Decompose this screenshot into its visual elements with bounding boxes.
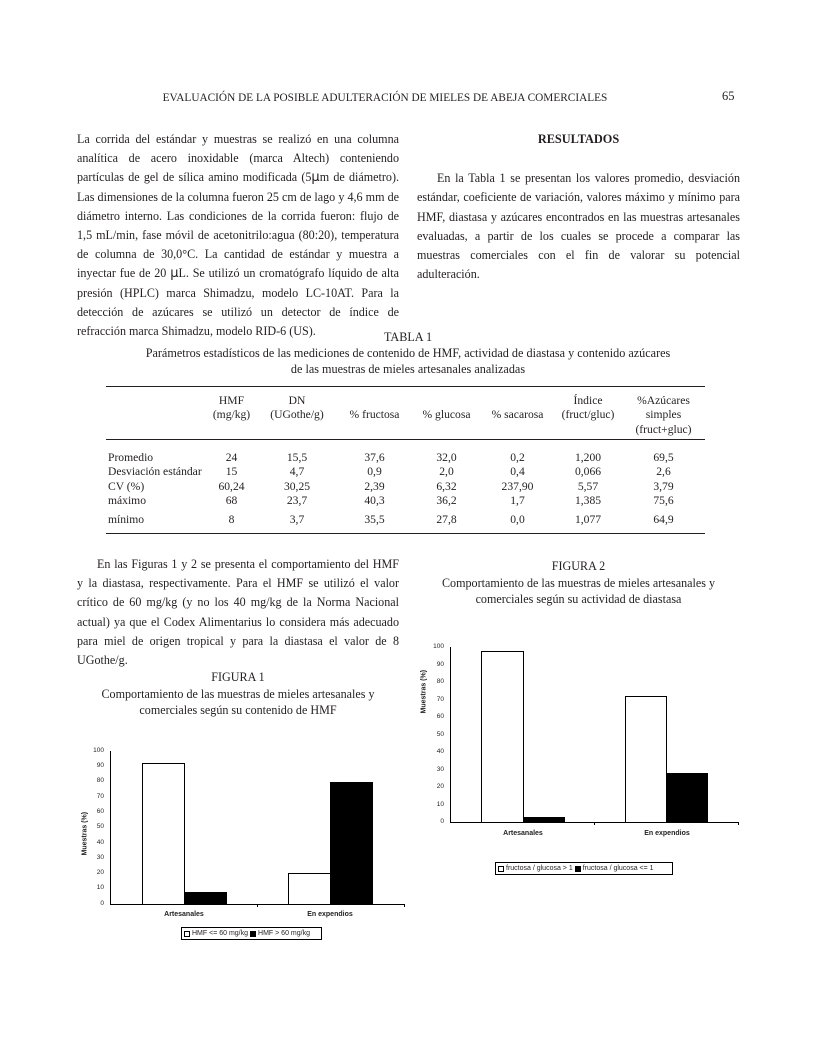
x-category-label: Artesanales xyxy=(503,830,543,837)
figure1-y-axis xyxy=(110,751,111,905)
cell: 0,2 xyxy=(510,451,525,464)
table-caption xyxy=(100,329,716,377)
y-tick-label: 40 xyxy=(436,748,444,755)
cell: 1,200 xyxy=(574,451,602,464)
cell: 1,7 xyxy=(510,494,525,508)
table-header xyxy=(108,394,705,437)
y-tick-label: 0 xyxy=(100,900,104,907)
cell: 1,385 xyxy=(574,494,602,508)
y-tick-label: 30 xyxy=(96,854,104,861)
table-row xyxy=(108,509,705,533)
figure1-caption-line: Comportamiento de las muestras de mieles artesanales y xyxy=(101,686,375,701)
table-caption-line: Parámetros estadísticos de las mediciones de contenido de HMF, actividad de diastasa y contenido azúcares xyxy=(145,346,671,360)
cell: 6,32 xyxy=(436,479,457,493)
cell: 40,3 xyxy=(364,494,385,508)
table-top-rule xyxy=(106,386,705,387)
mu-symbol: μ xyxy=(311,170,320,186)
cell: 68 xyxy=(225,494,238,508)
cell: 2,0 xyxy=(439,465,454,479)
table-row xyxy=(108,480,705,494)
cell: 2,6 xyxy=(656,465,671,479)
y-tick-label: 30 xyxy=(436,766,444,773)
section-heading: RESULTADOS xyxy=(537,132,620,146)
table-header-rule xyxy=(106,439,705,440)
column-header-indice: Índice (fruct/gluc) xyxy=(561,394,615,422)
figure1-caption-line: comerciales según su contenido de HMF xyxy=(139,703,337,717)
legend-label: fructosa / glucosa <= 1 xyxy=(582,865,654,872)
right-column xyxy=(417,130,740,284)
figure1-legend xyxy=(181,927,322,940)
cell: 37,6 xyxy=(364,451,385,464)
cell: 5,57 xyxy=(577,479,599,493)
legend-label: HMF > 60 mg/kg xyxy=(258,930,310,937)
figure2-bar-artesanales-ratio-gt1 xyxy=(481,651,524,823)
lower-left-column xyxy=(77,555,399,670)
cell: 1,077 xyxy=(574,513,602,527)
figure1-x-axis xyxy=(110,904,405,905)
figure2-caption xyxy=(417,558,740,608)
column-header-glucosa: % glucosa xyxy=(422,408,471,422)
y-tick-label: 90 xyxy=(436,661,444,668)
stats-table xyxy=(108,451,705,533)
cell: 15 xyxy=(225,465,238,479)
table-row xyxy=(108,465,705,479)
text-fragment: L. Se utilizó un cromatógrafo líquido de alta presión (HPLC) marca Shimadzu, modelo LC-10AT. Para la detección de azúcares se utilizó un detector de índice de refracción marca Shimadzu, modelo RID-6 (US). xyxy=(77,266,399,339)
figure2-caption-line: comerciales según su actividad de diastasa xyxy=(475,592,682,606)
cell: 3,7 xyxy=(289,513,305,527)
y-tick-label: 50 xyxy=(96,823,104,830)
cell: 69,5 xyxy=(653,451,674,464)
legend-swatch-black xyxy=(250,931,256,937)
y-tick-label: 80 xyxy=(436,678,444,685)
figure2-bar-expendios-ratio-le1 xyxy=(666,773,708,823)
y-tick-label: 50 xyxy=(436,731,444,738)
legend-swatch-white xyxy=(184,931,190,937)
table-body xyxy=(108,451,705,533)
y-tick-label: 60 xyxy=(436,713,444,720)
cell: 36,2 xyxy=(436,494,457,508)
figures-paragraph: En las Figuras 1 y 2 se presenta el comportamiento del HMF y la diastasa, respectivamente. Para el HMF se utilizó el valor crítico de 60 mg/kg (y no los 40 mg/kg de la Norma Nacional actual) ya que el Codex Alimentarius lo considera más adecuado para miel de origen tropical y para la diastasa el valor de 8 UGothe/g. xyxy=(77,557,399,668)
cell: 32,0 xyxy=(436,451,457,464)
cell: 75,6 xyxy=(653,494,674,508)
table-caption-line: de las muestras de mieles artesanales analizadas xyxy=(290,362,526,376)
figure2-label: FIGURA 2 xyxy=(551,559,606,573)
figure2-caption-line: Comportamiento de las muestras de mieles artesanales y xyxy=(441,575,716,590)
cell: 15,5 xyxy=(286,451,308,464)
figure2-bar-expendios-ratio-gt1 xyxy=(625,696,667,823)
figure1-bar-artesanales-hmf-low xyxy=(142,763,185,905)
cell: 0,0 xyxy=(510,513,525,527)
figure2-x-axis xyxy=(450,822,739,823)
row-label: máximo xyxy=(108,494,146,508)
legend-label: fructosa / glucosa > 1 xyxy=(506,865,573,872)
cell: 0,9 xyxy=(367,465,382,479)
y-tick-label: 100 xyxy=(93,747,104,754)
y-tick-label: 90 xyxy=(96,762,104,769)
column-header-azucares: %Azúcares simples (fruct+gluc) xyxy=(635,394,692,436)
cell: 60,24 xyxy=(218,479,245,493)
figure1-bar-expendios-hmf-low xyxy=(288,873,331,905)
left-column xyxy=(77,130,399,341)
y-tick-label: 40 xyxy=(96,839,104,846)
table-label: TABLA 1 xyxy=(383,330,433,344)
cell: 237,90 xyxy=(501,479,534,493)
figure1-label: FIGURA 1 xyxy=(211,670,265,684)
running-title: EVALUACIÓN DE LA POSIBLE ADULTERACIÓN DE MIELES DE ABEJA COMERCIALES xyxy=(162,92,608,104)
figure2-y-axis xyxy=(450,647,451,823)
table-header-grid xyxy=(108,394,705,437)
x-category-label: Artesanales xyxy=(164,911,204,918)
x-tick xyxy=(404,904,405,907)
figure2-bar-artesanales-ratio-le1 xyxy=(523,817,565,823)
y-tick-label: 80 xyxy=(96,777,104,784)
legend-swatch-white xyxy=(498,866,504,872)
figure1-bar-expendios-hmf-high xyxy=(330,782,373,905)
cell: 3,79 xyxy=(653,479,674,493)
y-tick-label: 0 xyxy=(440,818,444,825)
figure2-legend xyxy=(495,862,673,875)
text-fragment: m de diámetro). Las dimensiones de la columna fueron 25 cm de lago y 4,6 mm de diámetro interno. Las condiciones de la corrida fueron: flujo de 1,5 mL/min, fase móvil de acetonitrilo:agua (80:20), temperatura de columna de 30,0°C. La cantidad de estándar y muestra a inyectar fue de 20 xyxy=(77,170,399,281)
column-header-fructosa: % fructosa xyxy=(349,408,400,422)
figure2-y-axis-label: Muestras (%) xyxy=(420,669,428,714)
x-tick xyxy=(257,904,258,907)
cell: 64,9 xyxy=(653,513,674,527)
x-tick xyxy=(738,822,739,825)
row-label: Promedio xyxy=(108,451,154,464)
cell: 8 xyxy=(228,513,235,527)
column-header xyxy=(108,394,206,437)
page-number: 65 xyxy=(722,89,735,103)
y-tick-label: 70 xyxy=(96,793,104,800)
cell: 24 xyxy=(225,451,238,464)
row-label: mínimo xyxy=(108,513,145,527)
mu-symbol: μ xyxy=(170,266,179,282)
results-paragraph: En la Tabla 1 se presentan los valores promedio, desviación estándar, coeficiente de variación, valores máximo y mínimo para HMF, diastasa y azúcares encontrados en las muestras artesanales evaluadas, a partir de los cuales se procede a comparar las muestras comerciales con el fin de valorar su potencial adulteración. xyxy=(417,171,740,282)
y-tick-label: 70 xyxy=(436,696,444,703)
table-bottom-rule xyxy=(106,533,705,534)
figure1-caption xyxy=(77,669,399,719)
cell: 27,8 xyxy=(436,513,457,527)
cell: 35,5 xyxy=(364,513,385,527)
y-tick-label: 100 xyxy=(433,643,444,650)
figure1-bar-artesanales-hmf-high xyxy=(184,892,227,905)
cell: 23,7 xyxy=(286,494,308,508)
figure1-y-axis-label: Muestras (%) xyxy=(81,811,89,856)
table-row xyxy=(108,494,705,508)
y-tick-label: 20 xyxy=(96,869,104,876)
cell: 2,39 xyxy=(364,479,385,493)
y-tick-label: 20 xyxy=(436,783,444,790)
y-tick-label: 60 xyxy=(96,808,104,815)
y-tick-label: 10 xyxy=(96,884,104,891)
x-category-label: En expendios xyxy=(307,911,353,918)
table-row xyxy=(108,451,705,465)
legend-label: HMF <= 60 mg/kg xyxy=(192,930,249,937)
legend-swatch-black xyxy=(575,866,581,872)
column-header-hmf: HMF (mg/kg) xyxy=(212,394,251,422)
cell: 0,066 xyxy=(574,465,602,479)
column-header-sacarosa: % sacarosa xyxy=(491,408,544,422)
y-tick-label: 10 xyxy=(436,801,444,808)
cell: 30,25 xyxy=(283,479,311,493)
row-label: Desviación estándar xyxy=(108,465,202,479)
text-fragment: La corrida del estándar y muestras se realizó en una columna analítica de acero inoxidable (marca Altech) conteniendo partículas de gel de sílica amino modificada (5 xyxy=(77,132,399,185)
cell: 4,7 xyxy=(289,465,305,479)
row-label: CV (%) xyxy=(108,479,145,493)
column-header-dn: DN (UGothe/g) xyxy=(270,394,324,422)
x-tick xyxy=(594,822,595,825)
methods-paragraph xyxy=(77,130,399,341)
cell: 0,4 xyxy=(510,465,525,479)
x-category-label: En expendios xyxy=(644,830,690,837)
